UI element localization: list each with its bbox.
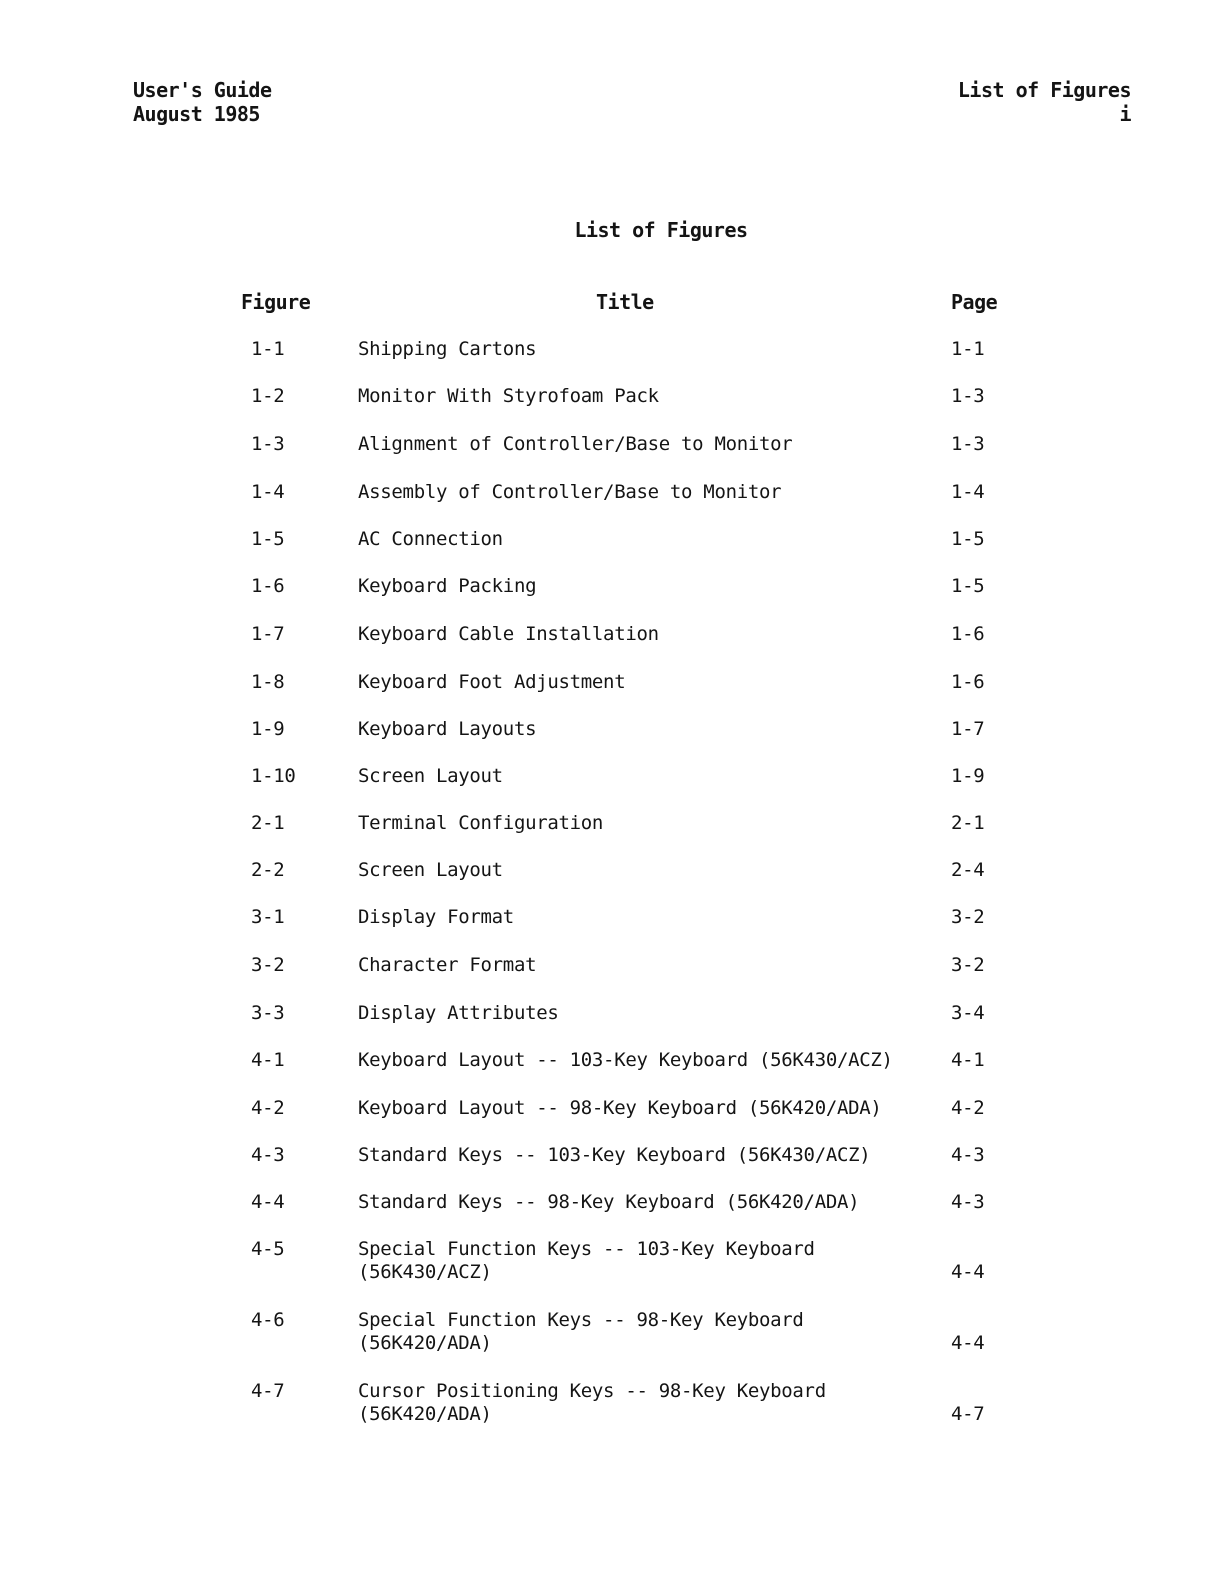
column-header-title: Title	[596, 290, 654, 314]
figure-title	[358, 1049, 938, 1072]
figure-number: 4-5	[251, 1238, 285, 1260]
figure-number: 1-8	[251, 671, 285, 693]
figure-title	[358, 1002, 938, 1025]
figure-page: 1-3	[951, 433, 985, 455]
figure-page: 4-3	[951, 1191, 985, 1213]
figure-page: 2-1	[951, 812, 985, 834]
figure-number: 3-1	[251, 906, 285, 928]
figure-title-line: Display Attributes	[358, 1002, 559, 1024]
header-section-name: List of Figures	[957, 78, 1131, 102]
figure-title-line: Special Function Keys -- 103-Key Keyboard	[358, 1238, 815, 1260]
figure-title	[358, 528, 938, 551]
figure-number: 1-1	[251, 338, 285, 360]
figure-title	[358, 954, 938, 977]
figure-number: 4-1	[251, 1049, 285, 1071]
figure-title	[358, 718, 938, 741]
figure-page: 1-5	[951, 575, 985, 597]
figure-page: 1-1	[951, 338, 985, 360]
figure-number: 1-10	[251, 765, 296, 787]
figure-number: 4-3	[251, 1144, 285, 1166]
page-title: List of Figures	[574, 218, 748, 242]
figure-number: 3-3	[251, 1002, 285, 1024]
figure-page: 2-4	[951, 859, 985, 881]
figure-number: 2-2	[251, 859, 285, 881]
figure-title-line: Cursor Positioning Keys -- 98-Key Keyboard	[358, 1380, 826, 1402]
figure-title-line: Character Format	[358, 954, 537, 976]
figure-title	[358, 433, 938, 456]
figure-title-line: Monitor With Styrofoam Pack	[358, 385, 659, 407]
figure-page: 1-6	[951, 671, 985, 693]
figure-number: 1-2	[251, 385, 285, 407]
header-date: August 1985	[133, 102, 260, 126]
figure-number: 1-7	[251, 623, 285, 645]
figure-page: 4-7	[951, 1403, 985, 1425]
figure-title	[358, 481, 938, 504]
figure-title-line: Assembly of Controller/Base to Monitor	[358, 481, 782, 503]
figure-title	[358, 859, 938, 882]
figure-number: 4-6	[251, 1309, 285, 1331]
figure-title	[358, 1380, 938, 1426]
figure-title	[358, 906, 938, 929]
figure-title	[358, 671, 938, 694]
figure-title-line: Standard Keys -- 103-Key Keyboard (56K430/ACZ)	[358, 1144, 871, 1166]
running-header-right	[958, 78, 1131, 126]
figure-title	[358, 623, 938, 646]
figure-number: 1-6	[251, 575, 285, 597]
figure-title	[358, 1144, 938, 1167]
figure-number: 4-2	[251, 1097, 285, 1119]
running-header-left	[133, 78, 272, 126]
figure-title-line: (56K430/ACZ)	[358, 1261, 492, 1283]
figure-page: 1-7	[951, 718, 985, 740]
figure-title	[358, 385, 938, 408]
figure-page: 4-3	[951, 1144, 985, 1166]
figure-page: 3-2	[951, 906, 985, 928]
figure-title-line: (56K420/ADA)	[358, 1403, 492, 1425]
figure-page: 4-1	[951, 1049, 985, 1071]
header-page-number: i	[1119, 102, 1131, 126]
figure-title-line: Terminal Configuration	[358, 812, 604, 834]
figure-title	[358, 1238, 938, 1284]
figure-title-line: Special Function Keys -- 98-Key Keyboard	[358, 1309, 804, 1331]
figure-page: 3-4	[951, 1002, 985, 1024]
figure-number: 2-1	[251, 812, 285, 834]
figure-title-line: (56K420/ADA)	[358, 1332, 492, 1354]
figure-title	[358, 1191, 938, 1214]
figure-number: 3-2	[251, 954, 285, 976]
figure-number: 1-9	[251, 718, 285, 740]
figure-title-line: Keyboard Layouts	[358, 718, 537, 740]
figure-page: 4-4	[951, 1261, 985, 1283]
figure-title-line: Alignment of Controller/Base to Monitor	[358, 433, 793, 455]
figure-page: 4-2	[951, 1097, 985, 1119]
figure-number: 1-3	[251, 433, 285, 455]
figure-title	[358, 1309, 938, 1355]
figure-title-line: Standard Keys -- 98-Key Keyboard (56K420/ADA)	[358, 1191, 860, 1213]
figure-title-line: Keyboard Cable Installation	[358, 623, 659, 645]
figure-title	[358, 765, 938, 788]
figure-number: 1-4	[251, 481, 285, 503]
column-header-page: Page	[951, 290, 998, 314]
figure-page: 1-3	[951, 385, 985, 407]
figure-page: 1-4	[951, 481, 985, 503]
figure-title-line: Screen Layout	[358, 765, 503, 787]
figure-title	[358, 812, 938, 835]
figure-page: 1-6	[951, 623, 985, 645]
figure-title-line: AC Connection	[358, 528, 503, 550]
figure-number: 1-5	[251, 528, 285, 550]
figure-title-line: Shipping Cartons	[358, 338, 537, 360]
figure-title	[358, 338, 938, 361]
figure-number: 4-7	[251, 1380, 285, 1402]
figure-title	[358, 575, 938, 598]
figure-page: 1-9	[951, 765, 985, 787]
figure-page: 3-2	[951, 954, 985, 976]
column-header-figure: Figure	[241, 290, 311, 314]
figure-page: 4-4	[951, 1332, 985, 1354]
figure-title-line: Display Format	[358, 906, 514, 928]
figure-title-line: Keyboard Layout -- 98-Key Keyboard (56K420/ADA)	[358, 1097, 882, 1119]
figure-number: 4-4	[251, 1191, 285, 1213]
figure-title-line: Keyboard Packing	[358, 575, 537, 597]
figure-title-line: Keyboard Foot Adjustment	[358, 671, 626, 693]
figure-title-line: Keyboard Layout -- 103-Key Keyboard (56K430/ACZ)	[358, 1049, 893, 1071]
figure-title-line: Screen Layout	[358, 859, 503, 881]
figure-page: 1-5	[951, 528, 985, 550]
header-guide-name: User's Guide	[133, 78, 272, 102]
figure-title	[358, 1097, 938, 1120]
